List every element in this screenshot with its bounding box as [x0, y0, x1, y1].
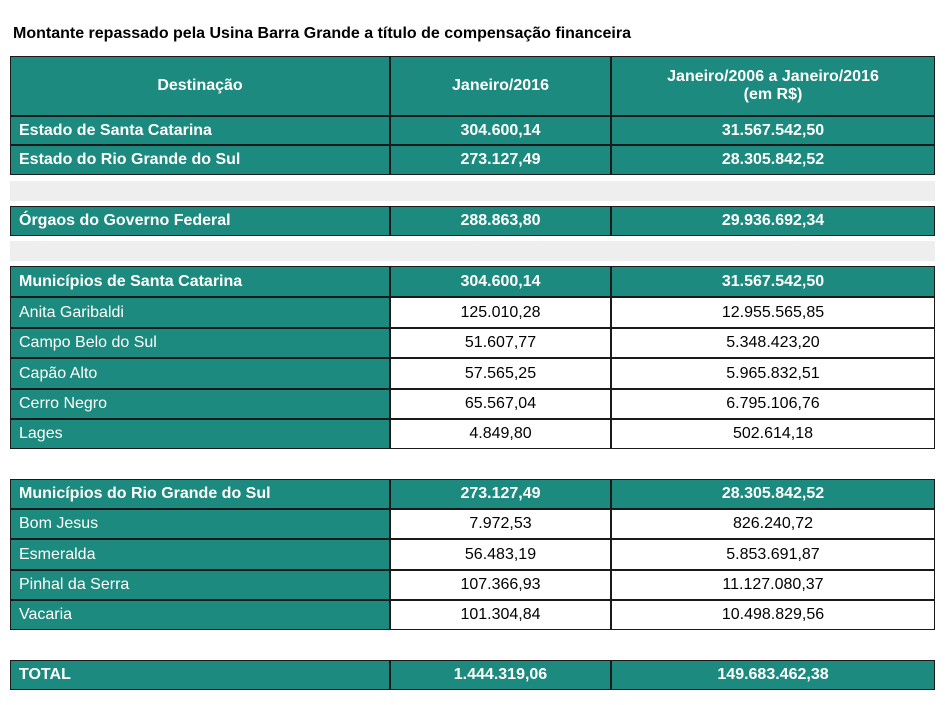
row-label: Bom Jesus — [10, 509, 390, 539]
table-row — [10, 297, 935, 328]
row-total: 10.498.829,56 — [611, 600, 935, 630]
row-jan2016: 7.972,53 — [390, 509, 611, 539]
table-row-municipios-rs — [10, 479, 935, 509]
table-row-estado-rs — [10, 145, 935, 175]
row-label: Lages — [10, 419, 390, 449]
table-row-estado-sc — [10, 116, 935, 145]
row-jan2016: 304.600,14 — [390, 116, 611, 145]
row-total: 826.240,72 — [611, 509, 935, 539]
spacer — [10, 241, 935, 261]
row-jan2016: 51.607,77 — [390, 328, 611, 358]
row-label: Estado de Santa Catarina — [10, 116, 390, 145]
header-periodo — [611, 56, 935, 116]
row-jan2016: 288.863,80 — [390, 206, 611, 236]
header-periodo-line1: Janeiro/2006 a Janeiro/2016 — [667, 68, 879, 85]
row-label: Órgaos do Governo Federal — [10, 206, 390, 236]
table-row-total — [10, 660, 935, 690]
row-label: Municípios do Rio Grande do Sul — [10, 479, 390, 509]
row-label: Capão Alto — [10, 358, 390, 389]
header-destinacao: Destinação — [10, 56, 390, 116]
row-total: 12.955.565,85 — [611, 297, 935, 328]
row-jan2016: 4.849,80 — [390, 419, 611, 449]
row-label: Pinhal da Serra — [10, 570, 390, 600]
header-periodo-line2: (em R$) — [743, 86, 803, 103]
row-total: 5.853.691,87 — [611, 539, 935, 570]
row-label: Vacaria — [10, 600, 390, 630]
table-row — [10, 509, 935, 539]
table-row-municipios-sc — [10, 266, 935, 297]
row-label: Anita Garibaldi — [10, 297, 390, 328]
row-total: 5.348.423,20 — [611, 328, 935, 358]
row-total: 29.936.692,34 — [611, 206, 935, 236]
table-row — [10, 600, 935, 630]
table-row — [10, 389, 935, 419]
row-total: 31.567.542,50 — [611, 116, 935, 145]
table-row — [10, 570, 935, 600]
row-total: 31.567.542,50 — [611, 266, 935, 297]
row-total: 6.795.106,76 — [611, 389, 935, 419]
row-jan2016: 107.366,93 — [390, 570, 611, 600]
row-jan2016: 273.127,49 — [390, 145, 611, 175]
row-label: Estado do Rio Grande do Sul — [10, 145, 390, 175]
row-label: Municípios de Santa Catarina — [10, 266, 390, 297]
header-janeiro-2016: Janeiro/2016 — [390, 56, 611, 116]
row-label: Cerro Negro — [10, 389, 390, 419]
row-jan2016: 273.127,49 — [390, 479, 611, 509]
row-label: TOTAL — [10, 660, 390, 690]
row-label: Esmeralda — [10, 539, 390, 570]
table-title: Montante repassado pela Usina Barra Grande a título de compensação financeira — [13, 25, 631, 42]
row-total: 502.614,18 — [611, 419, 935, 449]
row-jan2016: 56.483,19 — [390, 539, 611, 570]
row-total: 5.965.832,51 — [611, 358, 935, 389]
table-row — [10, 358, 935, 389]
row-total: 28.305.842,52 — [611, 145, 935, 175]
table-row — [10, 328, 935, 358]
table-row — [10, 539, 935, 570]
row-total: 11.127.080,37 — [611, 570, 935, 600]
table-row — [10, 419, 935, 449]
row-jan2016: 65.567,04 — [390, 389, 611, 419]
row-label: Campo Belo do Sul — [10, 328, 390, 358]
row-jan2016: 101.304,84 — [390, 600, 611, 630]
row-jan2016: 304.600,14 — [390, 266, 611, 297]
table-header — [10, 56, 935, 116]
row-total: 149.683.462,38 — [611, 660, 935, 690]
row-jan2016: 125.010,28 — [390, 297, 611, 328]
row-total: 28.305.842,52 — [611, 479, 935, 509]
spacer — [10, 181, 935, 201]
row-jan2016: 57.565,25 — [390, 358, 611, 389]
row-jan2016: 1.444.319,06 — [390, 660, 611, 690]
table-row-federal — [10, 206, 935, 236]
